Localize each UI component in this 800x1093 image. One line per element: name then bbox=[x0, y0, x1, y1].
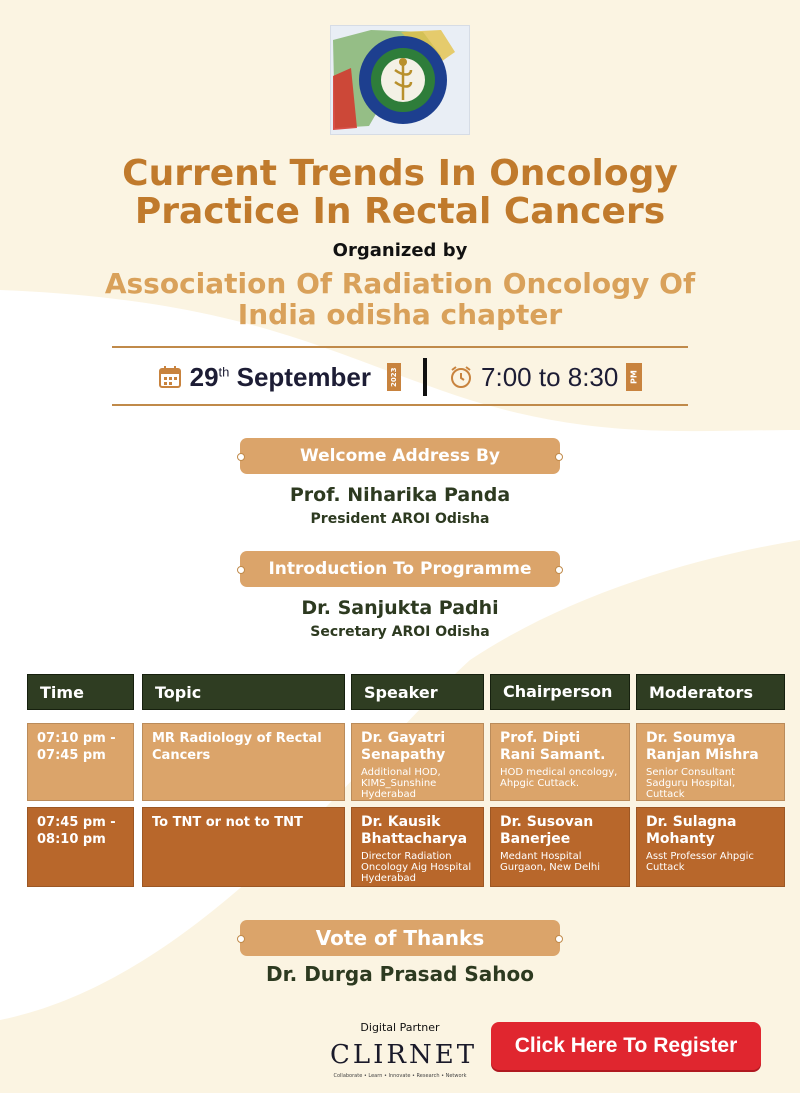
table-row-2-speaker bbox=[351, 807, 484, 887]
alarm-clock-icon bbox=[449, 365, 473, 389]
date-day: 29 bbox=[189, 361, 219, 392]
event-title bbox=[0, 155, 800, 231]
table-row-1-chairperson bbox=[490, 723, 630, 801]
table-row-1-moderator bbox=[636, 723, 785, 801]
welcome-speaker-role: President AROI Odisha bbox=[310, 511, 490, 527]
date-suffix: th bbox=[218, 363, 230, 379]
time-value: 07:45 pm - 08:10 pm bbox=[37, 815, 116, 847]
logo-emblem bbox=[331, 26, 471, 136]
clirnet-logo: CLIRNET bbox=[330, 1040, 478, 1070]
topic-value: MR Radiology of Rectal Cancers bbox=[152, 731, 322, 763]
organizer-name bbox=[0, 268, 800, 330]
welcome-speaker-name: Prof. Niharika Panda bbox=[289, 484, 511, 506]
table-header-chairperson: Chairperson bbox=[490, 674, 630, 710]
event-date bbox=[190, 362, 371, 393]
welcome-address-pill: Welcome Address By bbox=[240, 438, 560, 474]
date-time-separator bbox=[423, 358, 427, 396]
date-time-row bbox=[112, 352, 688, 402]
moderator-desc: Senior Consultant Sadguru Hospital, Cuttack bbox=[646, 767, 736, 800]
speaker-desc: Director Radiation Oncology Aig Hospital Hyderabad bbox=[361, 851, 472, 884]
event-time: 7:00 to 8:30 bbox=[481, 361, 619, 392]
title-line-2: Practice In Rectal Cancers bbox=[134, 191, 666, 232]
table-header-topic: Topic bbox=[142, 674, 345, 710]
time-value: 07:10 pm - 07:45 pm bbox=[37, 731, 116, 763]
chair-name: Prof. Dipti Rani Samant. bbox=[500, 730, 606, 763]
table-row-2-time bbox=[27, 807, 134, 887]
register-button[interactable]: Click Here To Register bbox=[491, 1022, 761, 1070]
date-month: September bbox=[236, 361, 372, 392]
table-header-moderators: Moderators bbox=[636, 674, 785, 710]
divider-top bbox=[112, 346, 688, 348]
speaker-name: Dr. Gayatri Senapathy bbox=[361, 730, 446, 763]
organizer-line-2: India odisha chapter bbox=[237, 298, 563, 331]
vote-of-thanks-name: Dr. Durga Prasad Sahoo bbox=[266, 962, 534, 986]
chair-name: Dr. Susovan Banerjee bbox=[500, 814, 594, 847]
title-line-1: Current Trends In Oncology bbox=[122, 153, 678, 194]
digital-partner-label: Digital Partner bbox=[360, 1021, 440, 1034]
speaker-desc: Additional HOD, KIMS_Sunshine Hyderabad bbox=[361, 767, 441, 800]
table-header-time: Time bbox=[27, 674, 134, 710]
calendar-icon bbox=[158, 365, 182, 389]
table-row-1-topic bbox=[142, 723, 345, 801]
table-header-speaker: Speaker bbox=[351, 674, 484, 710]
table-row-2-moderator bbox=[636, 807, 785, 887]
table-row-1-time bbox=[27, 723, 134, 801]
year-tag: 2023 bbox=[387, 363, 401, 391]
speaker-name: Dr. Kausik Bhattacharya bbox=[361, 814, 468, 847]
intro-speaker-name: Dr. Sanjukta Padhi bbox=[301, 597, 499, 619]
chair-desc: HOD medical oncology, Ahpgic Cuttack. bbox=[500, 767, 618, 789]
ampm-tag: PM bbox=[626, 363, 642, 391]
moderator-desc: Asst Professor Ahpgic Cuttack bbox=[646, 851, 754, 873]
intro-speaker-role: Secretary AROI Odisha bbox=[310, 624, 490, 640]
table-row-1-speaker bbox=[351, 723, 484, 801]
moderator-name: Dr. Sulagna Mohanty bbox=[646, 814, 737, 847]
aroi-logo bbox=[330, 25, 470, 135]
table-row-2-chairperson bbox=[490, 807, 630, 887]
moderator-name: Dr. Soumya Ranjan Mishra bbox=[646, 730, 759, 763]
table-row-2-topic bbox=[142, 807, 345, 887]
topic-value: To TNT or not to TNT bbox=[152, 815, 303, 830]
divider-bottom bbox=[112, 404, 688, 406]
introduction-pill: Introduction To Programme bbox=[240, 551, 560, 587]
chair-desc: Medant Hospital Gurgaon, New Delhi bbox=[500, 851, 601, 873]
organizer-line-1: Association Of Radiation Oncology Of bbox=[104, 267, 696, 300]
organized-by-label: Organized by bbox=[332, 240, 468, 261]
vote-of-thanks-pill: Vote of Thanks bbox=[240, 920, 560, 956]
clirnet-tagline: Collaborate • Learn • Innovate • Research • Network bbox=[333, 1073, 467, 1079]
